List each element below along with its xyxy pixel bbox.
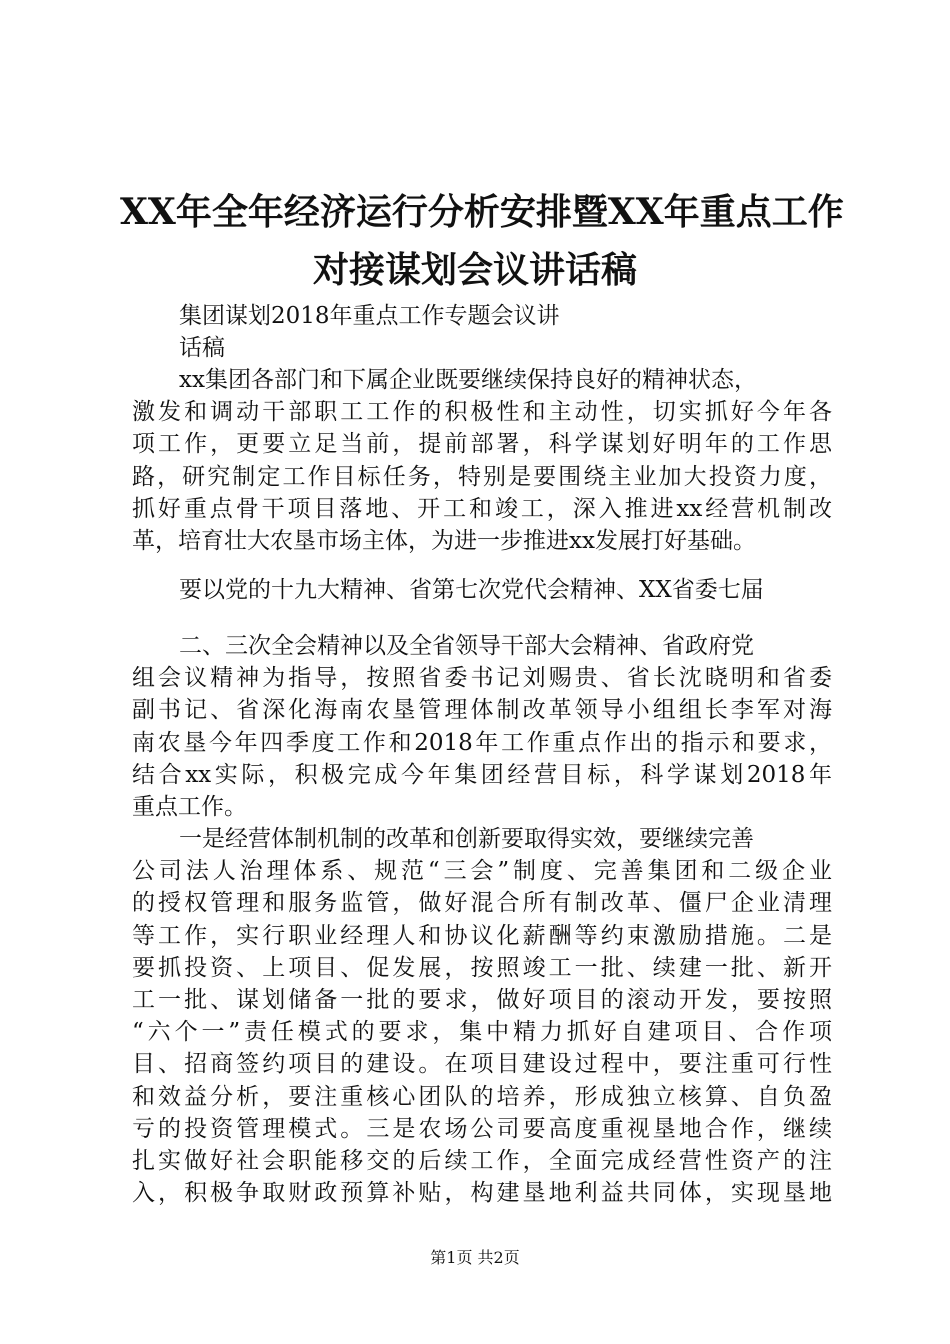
paragraph-line: 抓好重点骨干项目落地、开工和竣工，深入推进xx经营机制改 [132,495,832,522]
paragraph-line: 工一批、谋划储备一批的要求，做好项目的滚动开发，要按照 [132,986,832,1013]
paragraph-line: 副书记、省深化海南农垦管理体制改革领导小组组长李军对海 [132,697,832,724]
subtitle-line-1: 集团谋划2018年重点工作专题会议讲 [179,303,560,329]
paragraph-line: “六个一”责任模式的要求，集中精力抓好自建项目、合作项 [132,1019,832,1046]
paragraph-line: 要抓投资、上项目、促发展，按照竣工一批、续建一批、新开 [132,954,832,981]
paragraph-line: 亏的投资管理模式。三是农场公司要高度重视垦地合作，继续 [132,1115,832,1142]
paragraph-2 [132,574,832,606]
paragraph-line: 的授权管理和服务监管，做好混合所有制改革、僵尸企业清理 [132,890,832,917]
paragraph-line: 目、招商签约项目的建设。在项目建设过程中，要注重可行性 [132,1051,832,1078]
paragraph-line: 扎实做好社会职能移交的后续工作，全面完成经营性资产的注 [132,1147,832,1174]
paragraph-line: 革，培育壮大农垦市场主体，为进一步推进xx发展打好基础。 [132,527,756,554]
paragraph-3 [132,630,832,823]
document-title-line-1: XX年全年经济运行分析安排暨XX年重点工作 [120,191,844,233]
paragraph-line: 一是经营体制机制的改革和创新要取得实效，要继续完善 [179,826,754,852]
paragraph-line: xx集团各部门和下属企业既要继续保持良好的精神状态， [179,367,757,393]
page-number-footer: 第1页 共2页 [430,1248,520,1267]
paragraph-line: 组会议精神为指导，按照省委书记刘赐贵、省长沈晓明和省委 [132,665,832,692]
paragraph-line: 公司法人治理体系、规范“三会”制度、完善集团和二级企业 [132,858,832,885]
paragraph-line: 结合xx实际，积极完成今年集团经营目标，科学谋划2018年 [132,761,832,788]
paragraph-line: 等工作，实行职业经理人和协议化薪酬等约束激励措施。二是 [132,922,832,949]
paragraph-line: 激发和调动干部职工工作的积极性和主动性，切实抓好今年各 [132,399,832,426]
subtitle-block [132,300,832,364]
paragraph-line: 入，积极争取财政预算补贴，构建垦地利益共同体，实现垦地 [132,1180,832,1207]
paragraph-line: 南农垦今年四季度工作和2018年工作重点作出的指示和要求， [132,729,832,756]
paragraph-1 [132,364,832,557]
paragraph-line: 路，研究制定工作目标任务，特别是要围绕主业加大投资力度， [132,463,832,490]
paragraph-line: 项工作，更要立足当前，提前部署，科学谋划好明年的工作思 [132,431,832,458]
paragraph-line: 和效益分析，要注重核心团队的培养，形成独立核算、自负盈 [132,1083,832,1110]
paragraph-4 [132,823,832,1209]
paragraph-line: 重点工作。 [132,793,247,820]
paragraph-line: 要以党的十九大精神、省第七次党代会精神、XX省委七届 [179,577,764,603]
document-title-line-2: 对接谋划会议讲话稿 [312,249,637,291]
subtitle-line-2: 话稿 [179,335,225,362]
paragraph-line: 二、三次全会精神以及全省领导干部大会精神、省政府党 [179,633,754,659]
